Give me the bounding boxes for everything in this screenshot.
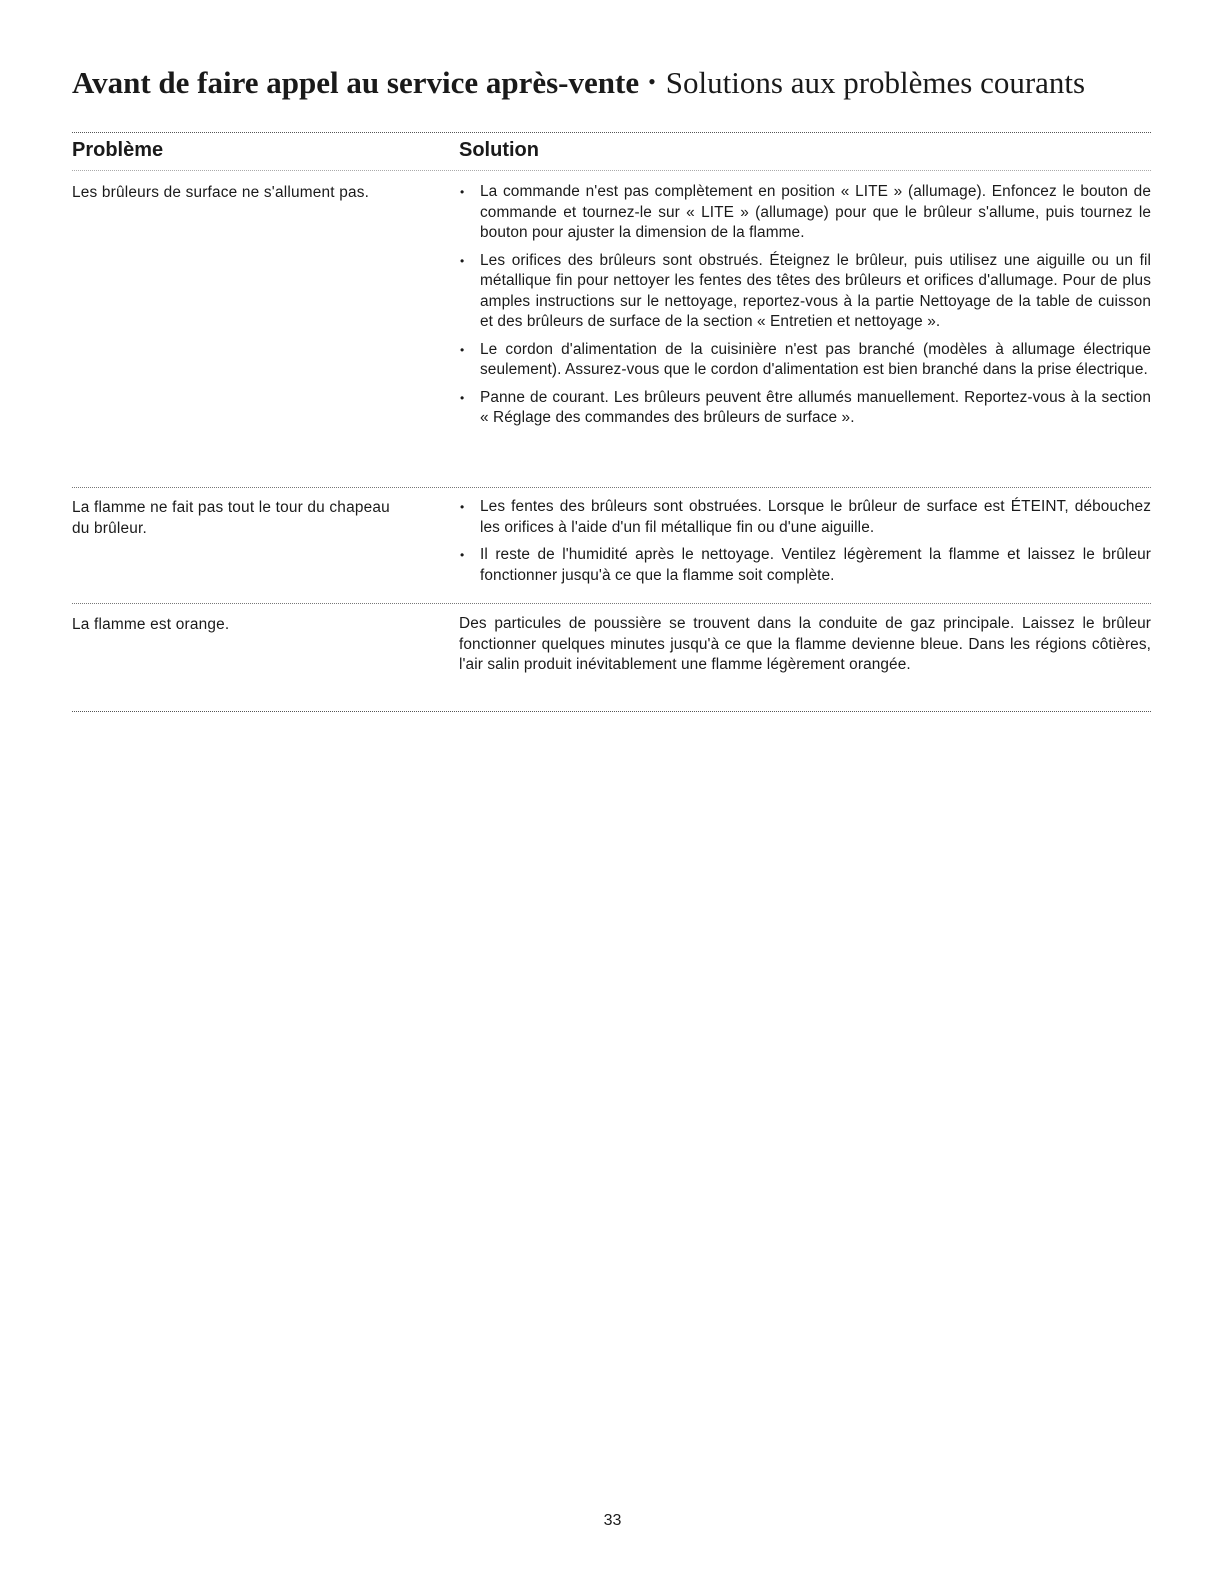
table-top-rule: [72, 132, 1151, 133]
page-title-main: Avant de faire appel au service après-vente: [72, 65, 640, 100]
column-header-problem: Problème: [72, 139, 164, 161]
solution-item: • Il reste de l'humidité après le nettoyage. Ventilez légèrement la flamme et laissez le brûleur fonctionner jusqu'à ce que la flamme soit complète.: [459, 545, 1151, 586]
page-title-subtitle: Solutions aux problèmes courants: [665, 65, 1086, 100]
problem-cell: La flamme est orange.: [72, 616, 230, 633]
solution-item: • Le cordon d'alimentation de la cuisinière n'est pas branché (modèles à allumage électrique seulement). Assurez-vous que le cordon d'alimentation est bien branché dans la prise électrique.: [459, 340, 1151, 381]
row-divider: [72, 487, 1151, 488]
column-header-solution: Solution: [459, 139, 539, 161]
page-number: 33: [603, 1512, 622, 1529]
header-rule: [72, 170, 1151, 171]
problem-cell: Les brûleurs de surface ne s'allument pas.: [72, 184, 370, 201]
problem-cell: La flamme ne fait pas tout le tour du chapeau du brûleur.: [72, 499, 390, 537]
row-divider: [72, 603, 1151, 604]
table-bottom-rule: [72, 711, 1151, 712]
solution-item: • Panne de courant. Les brûleurs peuvent être allumés manuellement. Reportez-vous à la section « Réglage des commandes des brûleurs de surface ».: [459, 388, 1151, 429]
solution-list: [459, 182, 1151, 436]
page-title: [72, 66, 1162, 100]
solution-cell: Des particules de poussière se trouvent dans la conduite de gaz principale. Laissez le brûleur fonctionner quelques minutes jusqu'à ce que la flamme devienne bleue. Dans les régions côtières, l'air salin produit inévitablement une flamme légèrement orangée.: [459, 615, 1151, 673]
solution-item: • Les fentes des brûleurs sont obstruées. Lorsque le brûleur de surface est ÉTEINT, débouchez les orifices à l'aide d'un fil métallique fin ou d'une aiguille.: [459, 497, 1151, 538]
title-bullet: •: [648, 69, 656, 94]
solution-list: [459, 497, 1151, 593]
solution-item: • La commande n'est pas complètement en position « LITE » (allumage). Enfoncez le bouton de commande et tournez-le sur « LITE » (allumage) pour que le brûleur s'allume, puis tournez le bouton pour ajuster la dimension de la flamme.: [459, 182, 1151, 244]
solution-item: • Les orifices des brûleurs sont obstrués. Éteignez le brûleur, puis utilisez une aiguille ou un fil métallique fin pour nettoyer les fentes des têtes des brûleurs et orifices d'allumage. Pour de plus amples instructions sur le nettoyage, reportez-vous à la partie Nettoyage de la table de cuisson et des brûleurs de surface de la section « Entretien et nettoyage ».: [459, 251, 1151, 333]
